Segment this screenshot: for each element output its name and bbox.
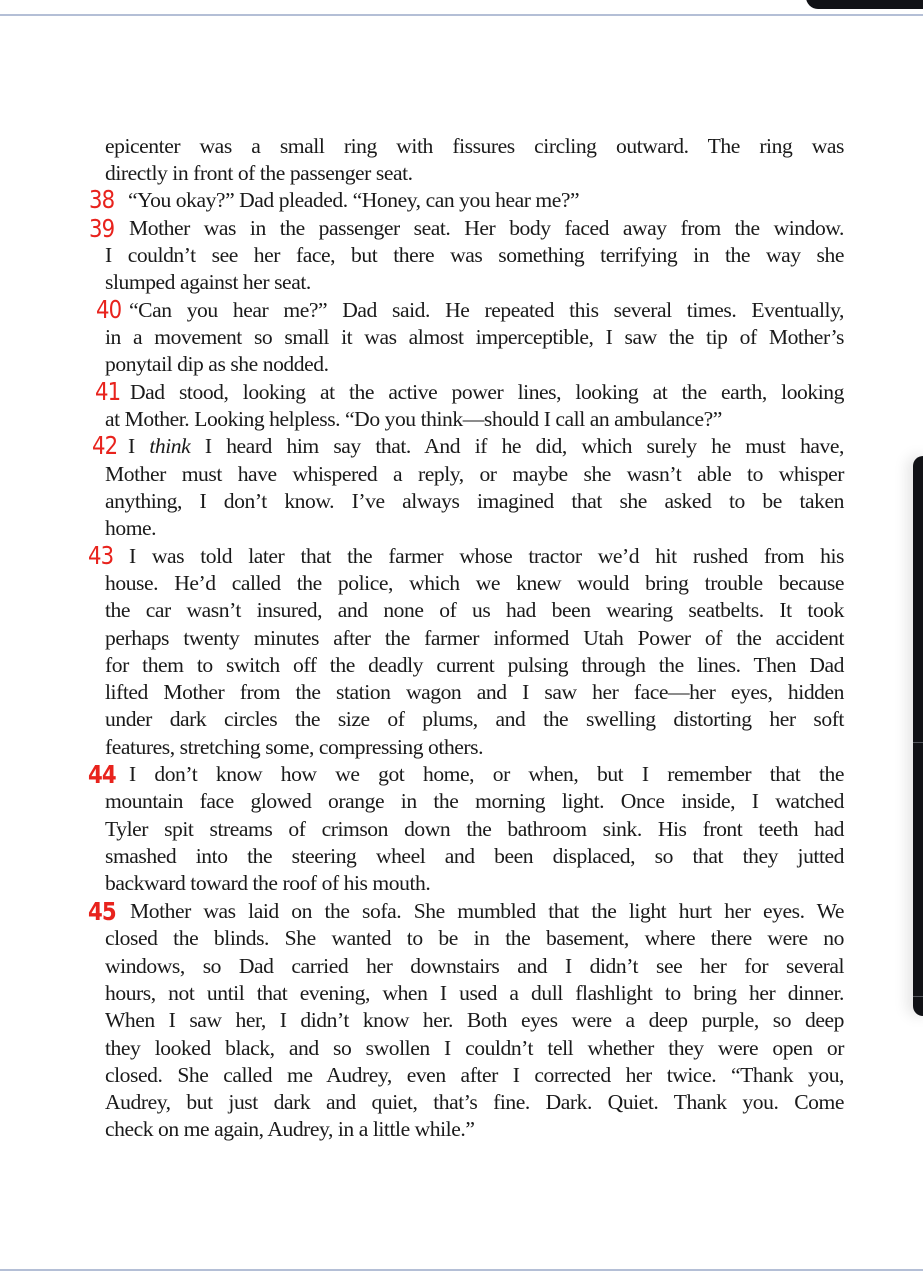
text-line: backward toward the roof of his mouth. [105, 871, 431, 895]
handwritten-paragraph-number: 45 [88, 897, 116, 926]
text-line: they looked black, and so swollen I couldn’t tell whether they were open or [105, 1036, 844, 1060]
text-line: I was told later that the farmer whose tractor we’d hit rushed from his [129, 544, 844, 568]
text-line: mountain face glowed orange in the morning light. Once inside, I watched [105, 789, 844, 813]
text-line: Mother must have whispered a reply, or maybe she wasn’t able to whisper [105, 462, 844, 486]
text-line: When I saw her, I didn’t know her. Both eyes were a deep purple, so deep [105, 1008, 844, 1032]
text-line: under dark circles the size of plums, and the swelling distorting her soft [105, 707, 844, 731]
text-line: in a movement so small it was almost imperceptible, I saw the tip of Mother’s [105, 325, 844, 349]
text-line: smashed into the steering wheel and been displaced, so that they jutted [105, 844, 844, 868]
text-line: hours, not until that evening, when I used a dull flashlight to bring her dinner. [105, 981, 844, 1005]
handwritten-paragraph-number: 40 [96, 295, 122, 324]
text-line: at Mother. Looking helpless. “Do you think—should I call an ambulance?” [105, 407, 722, 431]
text-line: slumped against her seat. [105, 270, 311, 294]
handwritten-paragraph-number: 39 [89, 214, 115, 243]
text-line: Mother was in the passenger seat. Her body faced away from the window. [129, 216, 844, 240]
text-line: lifted Mother from the station wagon and I saw her face—her eyes, hidden [105, 680, 844, 704]
text-line: windows, so Dad carried her downstairs and I didn’t see her for several [105, 954, 844, 978]
text-line: check on me again, Audrey, in a little while.” [105, 1117, 475, 1141]
text-line: closed the blinds. She wanted to be in the basement, where there were no [105, 926, 844, 950]
text-line: Tyler spit streams of crimson down the bathroom sink. His front teeth had [105, 817, 844, 841]
text-line: perhaps twenty minutes after the farmer informed Utah Power of the accident [105, 626, 844, 650]
text-line: “You okay?” Dad pleaded. “Honey, can you hear me?” [128, 188, 580, 212]
text-line: home. [105, 516, 157, 540]
handwritten-paragraph-number: 41 [95, 377, 121, 406]
text-line: Audrey, but just dark and quiet, that’s fine. Dark. Quiet. Thank you. Come [105, 1090, 844, 1114]
text-line: house. He’d called the police, which we knew would bring trouble because [105, 571, 844, 595]
text-line: directly in front of the passenger seat. [105, 161, 413, 185]
handwritten-paragraph-number: 44 [88, 760, 116, 789]
text-line: ponytail dip as she nodded. [105, 352, 329, 376]
text-line: the car wasn’t insured, and none of us had been wearing seatbelts. It took [105, 598, 844, 622]
text-line: closed. She called me Audrey, even after I corrected her twice. “Thank you, [105, 1063, 844, 1087]
text-line: Dad stood, looking at the active power lines, looking at the earth, looking [130, 380, 844, 404]
handwritten-paragraph-number: 38 [89, 185, 115, 214]
text-line: Mother was laid on the sofa. She mumbled that the light hurt her eyes. We [130, 899, 844, 923]
text-run: I heard him say that. And if he did, which surely he must have, [190, 434, 844, 458]
handwritten-paragraph-number: 42 [92, 431, 118, 460]
text-line: “Can you hear me?” Dad said. He repeated this several times. Eventually, [129, 298, 844, 322]
text-run: I [128, 434, 150, 458]
text-line: epicenter was a small ring with fissures circling outward. The ring was [105, 134, 844, 158]
text-line: anything, I don’t know. I’ve always imagined that she asked to be taken [105, 489, 844, 513]
text-line: features, stretching some, compressing others. [105, 735, 484, 759]
text-line: for them to switch off the deadly current pulsing through the lines. Then Dad [105, 653, 844, 677]
handwritten-paragraph-number: 43 [88, 541, 114, 570]
text-line [128, 433, 844, 460]
emphasis-text: think [149, 434, 191, 458]
text-line: I don’t know how we got home, or when, but I remember that the [129, 762, 844, 786]
text-line: I couldn’t see her face, but there was something terrifying in the way she [105, 243, 844, 267]
